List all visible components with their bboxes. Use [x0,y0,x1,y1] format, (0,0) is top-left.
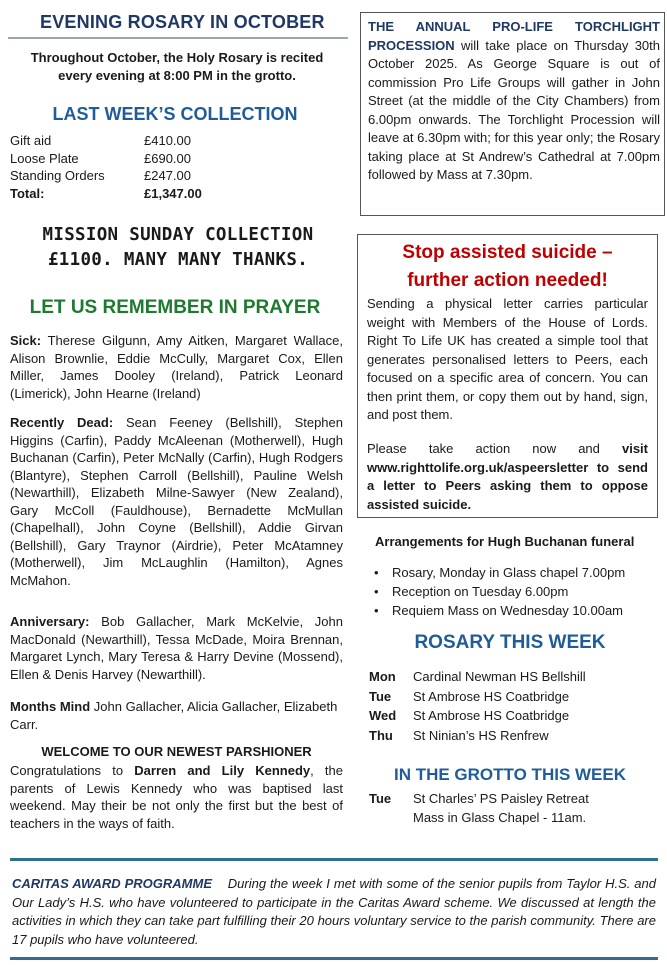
collection-value: £1,347.00 [144,185,202,201]
assisted-suicide-p2 [367,440,648,514]
rosary-place: Cardinal Newman HS Bellshill [413,669,586,684]
grotto-line1: St Charles’ PS Paisley Retreat [413,791,589,806]
collection-value: £690.00 [144,150,191,166]
months-mind-names: John Gallacher, Alicia Gallacher, Elizabeth Carr. [10,699,338,732]
caritas-text [12,875,656,949]
sick-label: Sick: [10,333,42,348]
torchlight-text [368,18,660,185]
collection-value: £410.00 [144,133,191,148]
bullet-icon: • [374,584,379,599]
collection-label: Loose Plate [10,150,79,166]
evening-rosary-title: EVENING ROSARY IN OCTOBER [40,12,325,32]
welcome-pre: Congratulations to [10,763,135,778]
table-row [369,667,586,687]
collection-value: £247.00 [144,168,191,183]
assisted-suicide-p1: Sending a physical letter carries particular weight with Members of the House of Lords. Right To Life UK has created a simple tool that generates personalised letters to Peers, each focused on a specific area of concern. You can then print them, or copy them out by hand, sign, and post them. [367,296,648,422]
mission-collection-line2: £1100. MANY MANY THANKS. [47,250,309,270]
rosary-day: Tue [369,688,392,704]
anniversary-label: Anniversary: [10,614,90,629]
table-row [369,726,586,746]
collection-row-standing-orders [10,167,202,185]
evening-rosary-underline [8,37,348,39]
assisted-suicide-title-1: Stop assisted suicide – [402,242,613,263]
caritas-bottom-rule [10,957,658,960]
rosary-week-title: ROSARY THIS WEEK [414,632,606,653]
prayer-sick [10,332,343,402]
assisted-suicide-p2-pre: Please take action now and [367,441,622,456]
collection-row-loose-plate [10,150,202,168]
welcome-post: , the parents of Lewis Kennedy who was baptised last weekend. May their be not only the first but the best of teachers in the ways of faith. [10,763,344,831]
torchlight-body: will take place on Thursday 30th October 2025. As George Square is out of commission Pro Life Groups will gather in John Street (at the middle of the City Chambers) from 6.00pm onwards. The Torchlight Procession will leave at 6.30pm with; for this year only; the Rosary taking place at St Andrew’s Cathedral at 7.00pm followed by Mass at 7.30pm. [368,37,660,182]
list-item [360,601,660,620]
mission-collection-line1: MISSION SUNDAY COLLECTION [42,225,314,245]
welcome-title: WELCOME TO OUR NEWEST PARSHIONER [41,744,312,759]
recently-dead-label: Recently Dead: [10,415,114,430]
assisted-suicide-title-2: further action needed! [407,270,608,291]
rosary-place: St Ambrose HS Coatbridge [413,688,570,704]
rosary-week-table [369,667,586,745]
months-mind-label: Months Mind [10,699,91,714]
table-row [369,687,586,707]
caritas-top-rule [10,858,658,861]
sick-names: Therese Gilgunn, Amy Aitken, Margaret Wallace, Alison Brownlie, Eddie McCully, Margaret Cox, Ellen Miller, James Dooley (Ireland), Patrick Leonard (Limerick), John Hearne (Ireland) [10,333,343,401]
rosary-day: Mon [369,669,396,684]
torchlight-title: THE ANNUAL PRO-LIFE TORCHLIGHT PROCESSION [368,19,660,53]
collection-table [10,132,202,202]
list-item [360,563,660,582]
bullet-icon: • [374,565,379,580]
rosary-day: Wed [369,708,397,723]
caritas-body: During the week I met with some of the senior pupils from Taylor H.S. and Our Lady’s H.S. who have volunteered to participate in the Caritas Award scheme. We discussed at length the activities in which they can take part fulfilling their 20 hours voluntary service to the parish community. There are 17 pupils who have volunteered. [12,876,656,947]
grotto-title: IN THE GROTTO THIS WEEK [393,765,627,784]
welcome-text [10,762,343,832]
collection-row-gift-aid [10,132,202,150]
bullet-icon: • [374,603,379,618]
rosary-day: Thu [369,727,393,743]
rosary-place: St Ninian’s HS Renfrew [413,727,549,743]
welcome-names: Darren and Lily Kennedy [134,763,311,778]
grotto-line2: Mass in Glass Chapel - 11am. [413,810,587,825]
funeral-item-rosary: Rosary, Monday in Glass chapel 7.00pm [392,565,626,580]
recently-dead-names: Sean Feeney (Bellshill), Stephen Higgins (Carfin), Paddy McAleenan (Motherwell), Hugh Buchanan (Carfin), Peter McNally (Carfin), Hugh Rodgers (Blantyre), Stephen Carroll (Bellshill), Pauline Welsh (Newarthill), Elizabeth Milne-Sawyer (New Zealand), Gary McColl (Fauldhouse), Bernadette McMullan (Chapelhall), John Coyne (Bellshill), Addie Girvan (Bellshill), Gary Traynor (Airdrie), Peter McAtamney (Motherwell), Jim McLaughlin (Hamilton), Agnes McMahon. [10,415,343,588]
collection-label: Standing Orders [10,168,105,183]
prayer-anniversary [10,613,343,683]
prayer-recently-dead [10,414,343,589]
caritas-title: CARITAS AWARD PROGRAMME [12,876,212,891]
funeral-title: Arrangements for Hugh Buchanan funeral [375,534,635,549]
anniversary-names: Bob Gallacher, Mark McKelvie, John MacDonald (Newarthill), Tessa McDade, Moira Brennan, Margaret Lynch, Mary Teresa & Harry Devine (Mossend), Ellen & Denis Harvey (Newarthill). [10,614,343,682]
rosary-place: St Ambrose HS Coatbridge [413,708,570,723]
funeral-item-requiem: Requiem Mass on Wednesday 10.00am [392,603,623,618]
prayer-months-mind [10,698,343,733]
grotto-day: Tue [369,791,392,806]
list-item [360,582,660,601]
collection-title: LAST WEEK’S COLLECTION [52,104,298,124]
funeral-item-reception: Reception on Tuesday 6.00pm [392,584,569,599]
assisted-suicide-p2-link[interactable]: visit www.righttolife.org.uk/aspeersletter to send a letter to Peers asking them to oppose assisted suicide. [367,441,648,512]
collection-label: Total: [10,185,45,201]
collection-label: Gift aid [10,133,52,148]
collection-row-total [10,185,202,203]
evening-rosary-text: Throughout October, the Holy Rosary is recited every evening at 8:00 PM in the grotto. [30,50,324,83]
prayer-title: LET US REMEMBER IN PRAYER [29,297,321,318]
funeral-list [360,563,660,620]
table-row [369,706,586,726]
